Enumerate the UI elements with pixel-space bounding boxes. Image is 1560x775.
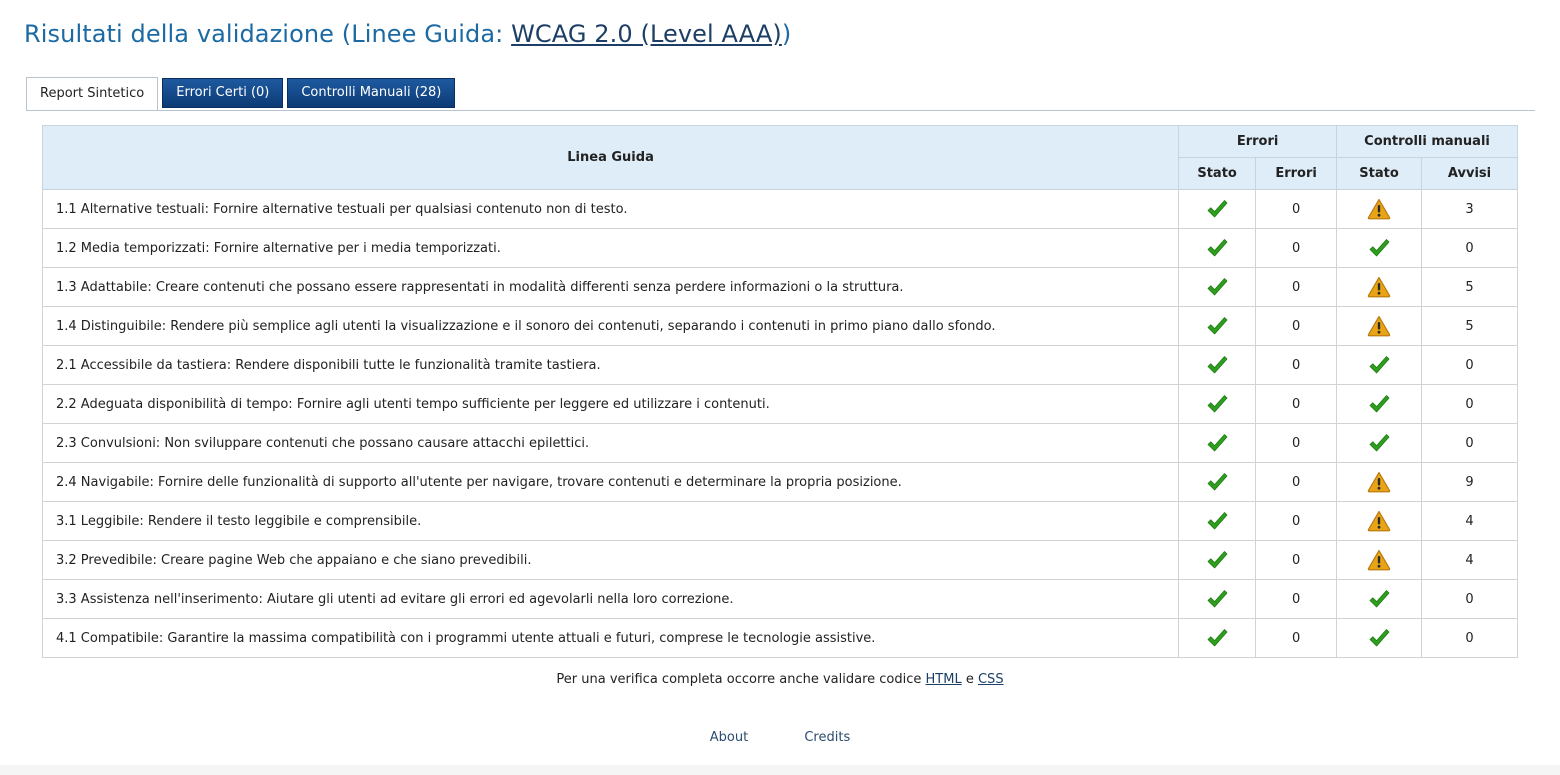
table-row xyxy=(43,424,1518,463)
checkmark-icon xyxy=(1367,431,1391,455)
manual-status-cell xyxy=(1337,346,1422,385)
error-count: 0 xyxy=(1256,229,1337,268)
error-count: 0 xyxy=(1256,307,1337,346)
checkmark-icon xyxy=(1205,548,1229,572)
warning-count: 0 xyxy=(1422,424,1518,463)
checkmark-icon xyxy=(1367,353,1391,377)
warning-count: 4 xyxy=(1422,541,1518,580)
error-count: 0 xyxy=(1256,424,1337,463)
guideline-label: 3.2 Prevedibile: Creare pagine Web che appaiano e che siano prevedibili. xyxy=(43,541,1179,580)
guideline-label: 4.1 Compatibile: Garantire la massima compatibilità con i programmi utente attuali e futuri, comprese le tecnologie assistive. xyxy=(43,619,1179,658)
guideline-label: 3.1 Leggibile: Rendere il testo leggibile e comprensibile. xyxy=(43,502,1179,541)
manual-status-cell xyxy=(1337,463,1422,502)
manual-status-cell xyxy=(1337,541,1422,580)
error-count: 0 xyxy=(1256,619,1337,658)
warning-count: 3 xyxy=(1422,190,1518,229)
error-status-cell xyxy=(1179,580,1256,619)
guideline-label: 2.4 Navigabile: Fornire delle funzionalità di supporto all'utente per navigare, trovare contenuti e determinare la propria posizione. xyxy=(43,463,1179,502)
manual-status-cell xyxy=(1337,385,1422,424)
col-header-guideline: Linea Guida xyxy=(43,126,1179,190)
error-status-cell xyxy=(1179,190,1256,229)
manual-status-cell xyxy=(1337,424,1422,463)
manual-status-cell xyxy=(1337,229,1422,268)
table-row xyxy=(43,463,1518,502)
checkmark-icon xyxy=(1205,509,1229,533)
col-header-warnings: Avvisi xyxy=(1422,158,1518,190)
checkmark-icon xyxy=(1205,470,1229,494)
group-header-manual: Controlli manuali xyxy=(1337,126,1518,158)
guideline-label: 1.2 Media temporizzati: Fornire alternative per i media temporizzati. xyxy=(43,229,1179,268)
error-status-cell xyxy=(1179,424,1256,463)
guideline-link[interactable]: WCAG 2.0 (Level AAA) xyxy=(511,20,782,48)
warning-icon xyxy=(1367,314,1391,338)
manual-status-cell xyxy=(1337,268,1422,307)
warning-icon xyxy=(1367,275,1391,299)
manual-status-cell xyxy=(1337,190,1422,229)
table-row xyxy=(43,619,1518,658)
checkmark-icon xyxy=(1205,626,1229,650)
credits-link[interactable]: Credits xyxy=(804,730,851,745)
tab-divider xyxy=(26,110,1535,111)
guideline-label: 1.3 Adattabile: Creare contenuti che possano essere rappresentati in modalità differenti senza perdere informazioni o la struttura. xyxy=(43,268,1179,307)
table-row xyxy=(43,229,1518,268)
checkmark-icon xyxy=(1205,197,1229,221)
checkmark-icon xyxy=(1367,392,1391,416)
warning-count: 9 xyxy=(1422,463,1518,502)
tab-errori-certi[interactable]: Errori Certi (0) xyxy=(162,78,283,108)
table-row xyxy=(43,307,1518,346)
bottom-bar xyxy=(0,765,1560,775)
note-conjunction: e xyxy=(961,672,978,687)
guideline-label: 2.2 Adeguata disponibilità di tempo: Fornire agli utenti tempo sufficiente per leggere ed utilizzare i contenuti. xyxy=(43,385,1179,424)
error-status-cell xyxy=(1179,229,1256,268)
warning-count: 4 xyxy=(1422,502,1518,541)
summary-table xyxy=(42,125,1518,658)
col-header-manual-status: Stato xyxy=(1337,158,1422,190)
css-validator-link[interactable]: CSS xyxy=(977,672,1004,687)
error-count: 0 xyxy=(1256,580,1337,619)
error-count: 0 xyxy=(1256,190,1337,229)
group-header-errors: Errori xyxy=(1179,126,1337,158)
guideline-label: 2.3 Convulsioni: Non sviluppare contenuti che possano causare attacchi epilettici. xyxy=(43,424,1179,463)
page-title xyxy=(24,20,791,48)
tab-bar xyxy=(26,77,455,111)
error-count: 0 xyxy=(1256,541,1337,580)
tab-report-sintetico[interactable]: Report Sintetico xyxy=(26,77,158,111)
warning-count: 0 xyxy=(1422,385,1518,424)
checkmark-icon xyxy=(1367,587,1391,611)
error-count: 0 xyxy=(1256,385,1337,424)
manual-status-cell xyxy=(1337,580,1422,619)
checkmark-icon xyxy=(1205,314,1229,338)
manual-status-cell xyxy=(1337,307,1422,346)
checkmark-icon xyxy=(1367,626,1391,650)
table-row xyxy=(43,346,1518,385)
guideline-label: 3.3 Assistenza nell'inserimento: Aiutare gli utenti ad evitare gli errori ed agevolarli nella loro correzione. xyxy=(43,580,1179,619)
warning-icon xyxy=(1367,197,1391,221)
col-header-error-count: Errori xyxy=(1256,158,1337,190)
about-link[interactable]: About xyxy=(709,730,749,745)
warning-icon xyxy=(1367,548,1391,572)
tab-controlli-manuali[interactable]: Controlli Manuali (28) xyxy=(287,78,455,108)
warning-count: 0 xyxy=(1422,346,1518,385)
error-status-cell xyxy=(1179,502,1256,541)
warning-icon xyxy=(1367,509,1391,533)
error-status-cell xyxy=(1179,541,1256,580)
title-prefix: Risultati della validazione (Linee Guida: xyxy=(24,20,512,48)
error-count: 0 xyxy=(1256,463,1337,502)
error-status-cell xyxy=(1179,619,1256,658)
warning-count: 0 xyxy=(1422,229,1518,268)
warning-icon xyxy=(1367,470,1391,494)
warning-count: 0 xyxy=(1422,580,1518,619)
error-status-cell xyxy=(1179,268,1256,307)
checkmark-icon xyxy=(1205,392,1229,416)
table-body xyxy=(43,190,1518,658)
error-count: 0 xyxy=(1256,346,1337,385)
table-row xyxy=(43,541,1518,580)
guideline-label: 1.1 Alternative testuali: Fornire alternative testuali per qualsiasi contenuto non di testo. xyxy=(43,190,1179,229)
error-status-cell xyxy=(1179,307,1256,346)
error-count: 0 xyxy=(1256,502,1337,541)
checkmark-icon xyxy=(1205,431,1229,455)
col-header-error-status: Stato xyxy=(1179,158,1256,190)
error-status-cell xyxy=(1179,346,1256,385)
manual-status-cell xyxy=(1337,502,1422,541)
table-row xyxy=(43,385,1518,424)
validation-note xyxy=(0,672,1560,687)
note-text: Per una verifica completa occorre anche validare codice xyxy=(556,672,926,687)
checkmark-icon xyxy=(1205,353,1229,377)
footer xyxy=(0,730,1560,745)
checkmark-icon xyxy=(1205,587,1229,611)
error-status-cell xyxy=(1179,385,1256,424)
manual-status-cell xyxy=(1337,619,1422,658)
table-row xyxy=(43,580,1518,619)
table-row xyxy=(43,190,1518,229)
guideline-label: 1.4 Distinguibile: Rendere più semplice agli utenti la visualizzazione e il sonoro dei contenuti, separando i contenuti in primo piano dallo sfondo. xyxy=(43,307,1179,346)
warning-count: 5 xyxy=(1422,307,1518,346)
checkmark-icon xyxy=(1205,275,1229,299)
html-validator-link[interactable]: HTML xyxy=(925,672,962,687)
error-status-cell xyxy=(1179,463,1256,502)
checkmark-icon xyxy=(1205,236,1229,260)
checkmark-icon xyxy=(1367,236,1391,260)
title-suffix: ) xyxy=(781,20,792,48)
warning-count: 5 xyxy=(1422,268,1518,307)
table-row xyxy=(43,268,1518,307)
table-row xyxy=(43,502,1518,541)
guideline-label: 2.1 Accessibile da tastiera: Rendere disponibili tutte le funzionalità tramite tastiera. xyxy=(43,346,1179,385)
error-count: 0 xyxy=(1256,268,1337,307)
warning-count: 0 xyxy=(1422,619,1518,658)
